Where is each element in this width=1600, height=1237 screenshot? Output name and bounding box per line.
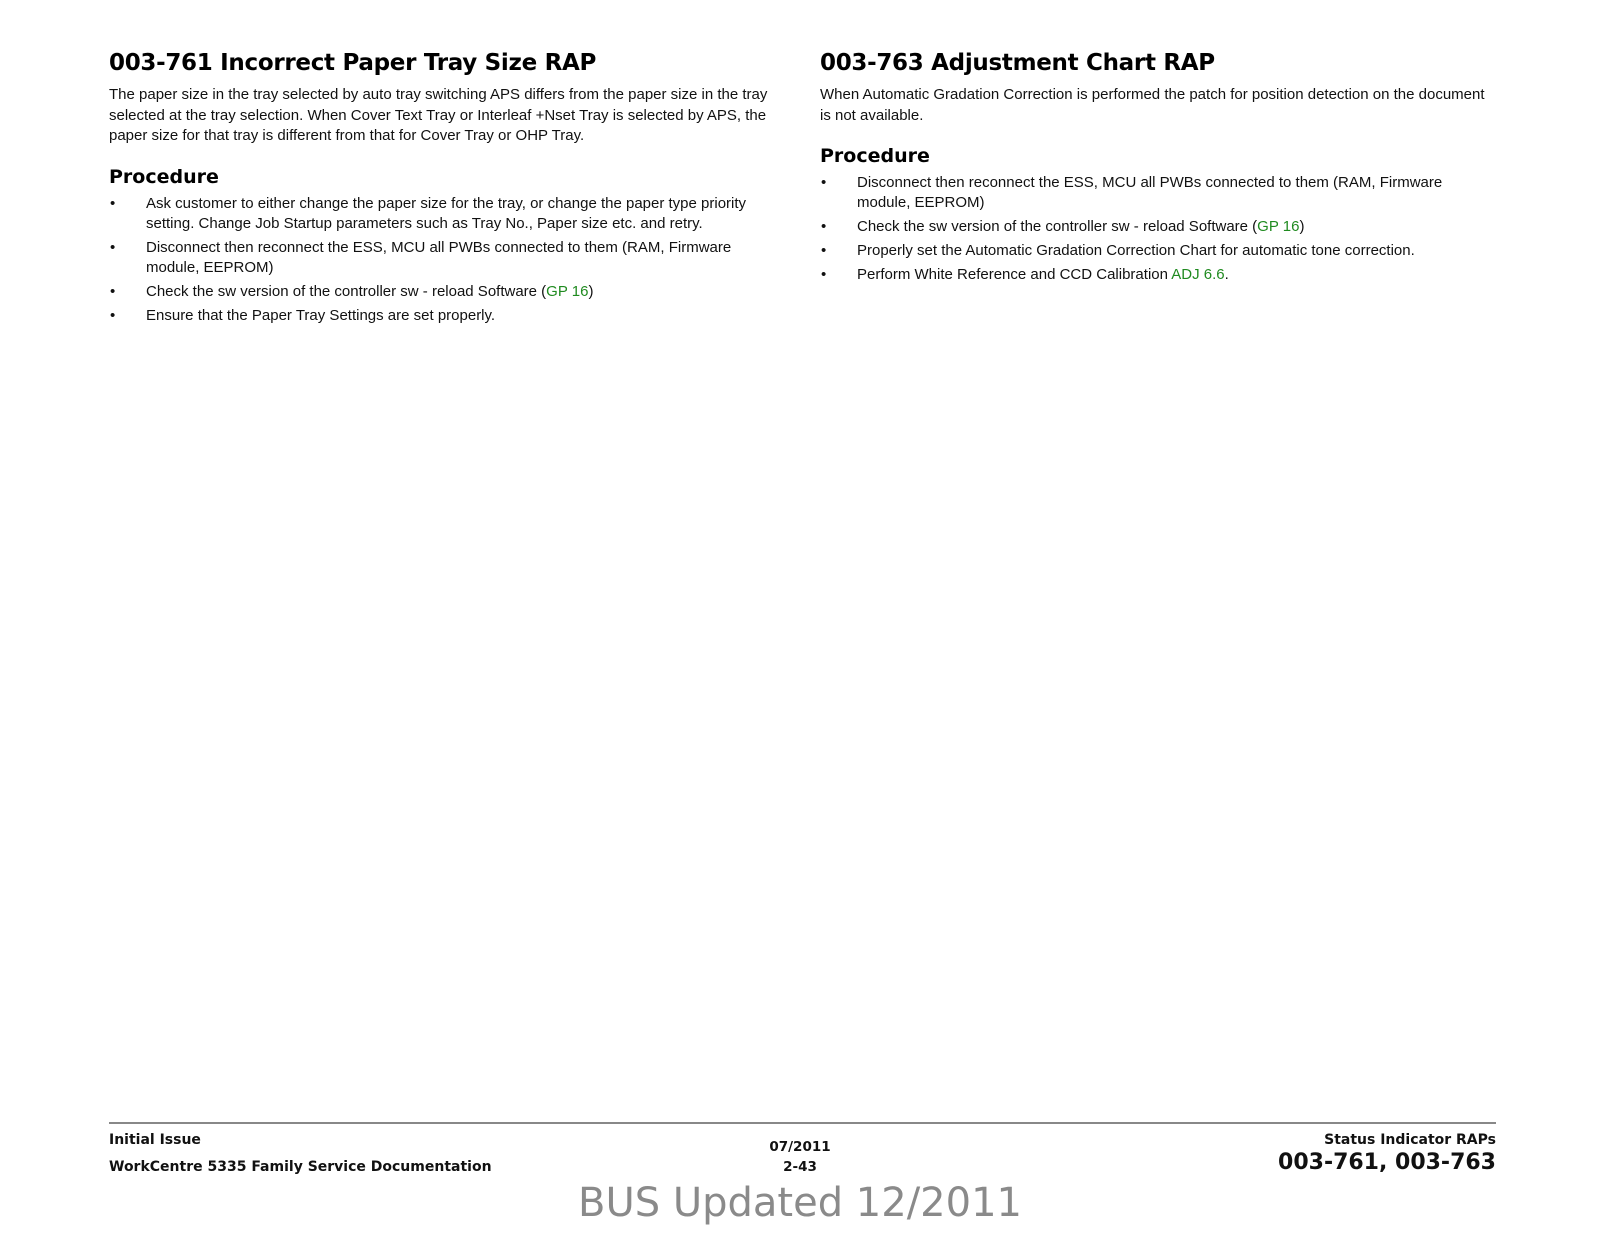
footer-page-number: 2-43 [783, 1159, 817, 1175]
list-item [109, 194, 785, 234]
footer-issue: Initial Issue [109, 1132, 201, 1148]
list-item [109, 306, 785, 326]
list-item [109, 238, 785, 278]
step-text: Check the sw version of the controller sw - reload Software ( [857, 218, 1258, 235]
bullet-icon: • [821, 218, 827, 235]
bullet-icon: • [821, 174, 827, 191]
step-text-end: . [1224, 266, 1229, 283]
step-text: Ensure that the Paper Tray Settings are set properly. [146, 306, 496, 324]
bullet-icon: • [821, 266, 827, 283]
list-item [109, 282, 785, 302]
footer-date: 07/2011 [769, 1139, 831, 1155]
footer-doc-title: WorkCentre 5335 Family Service Documentation [109, 1159, 492, 1175]
step-text-end: ) [1299, 218, 1305, 235]
step-text: Disconnect then reconnect the ESS, MCU all PWBs connected to them (RAM, Firmware module, EEPROM) [857, 174, 1443, 211]
procedure-list [109, 194, 785, 326]
procedure-list [820, 173, 1496, 285]
gp-16-link[interactable]: GP 16 [546, 282, 589, 300]
bullet-icon: • [110, 306, 116, 324]
bullet-icon: • [110, 282, 116, 300]
right-column [820, 50, 1496, 289]
description-003-763: When Automatic Gradation Correction is performed the patch for position detection on the document is not available. [820, 86, 1485, 124]
footer-divider [109, 1122, 1496, 1124]
page-title-003-763: 003-763 Adjustment Chart RAP [820, 50, 1215, 76]
footer-codes: 003-761, 003-763 [1278, 1150, 1496, 1175]
bullet-icon: • [110, 238, 116, 256]
adj-6-6-link[interactable]: ADJ 6.6 [1171, 266, 1225, 283]
step-text: Perform White Reference and CCD Calibration [857, 266, 1172, 283]
gp-16-link[interactable]: GP 16 [1257, 218, 1300, 235]
page-title-003-761: 003-761 Incorrect Paper Tray Size RAP [109, 50, 597, 76]
list-item [820, 217, 1496, 237]
step-text: Disconnect then reconnect the ESS, MCU all PWBs connected to them (RAM, Firmware module, EEPROM) [146, 238, 732, 276]
step-text: Ask customer to either change the paper size for the tray, or change the paper type priority setting. Change Job Startup parameters such as Tray No., Paper size etc. and retry. [146, 194, 747, 232]
watermark-updated: BUS Updated 12/2011 [578, 1180, 1022, 1226]
bullet-icon: • [821, 242, 827, 259]
step-text: Check the sw version of the controller sw - reload Software ( [146, 282, 547, 300]
description-003-761: The paper size in the tray selected by auto tray switching APS differs from the paper size in the tray selected at the tray selection. When Cover Text Tray or Interleaf +Nset Tray is selected by APS, the paper size for that tray is different from that for Cover Tray or OHP Tray. [109, 86, 768, 144]
step-text-end: ) [588, 282, 594, 300]
list-item [820, 173, 1496, 213]
left-column [109, 50, 785, 330]
list-item [820, 241, 1496, 261]
bullet-icon: • [110, 194, 116, 212]
procedure-heading: Procedure [820, 145, 930, 167]
procedure-heading: Procedure [109, 165, 219, 188]
footer-section: Status Indicator RAPs [1324, 1132, 1496, 1148]
list-item [820, 265, 1496, 285]
step-text: Properly set the Automatic Gradation Correction Chart for automatic tone correction. [857, 242, 1415, 259]
